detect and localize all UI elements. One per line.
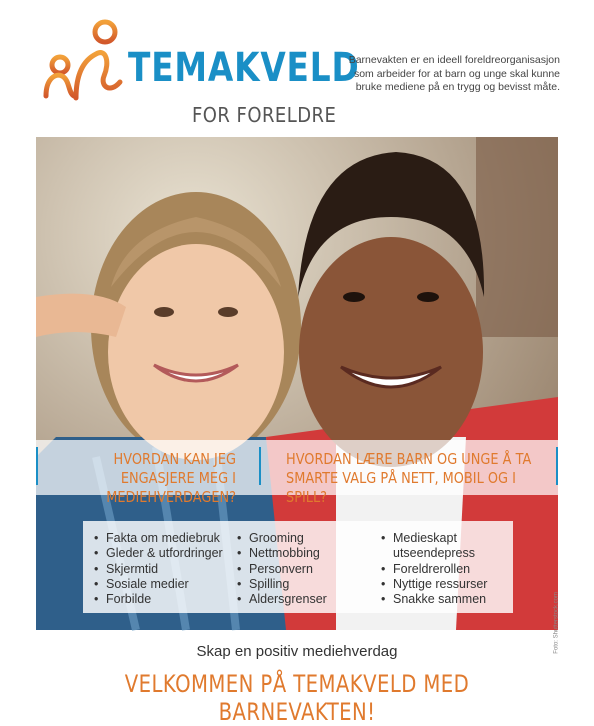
list-item: • Forbilde bbox=[94, 592, 223, 607]
list-item: • Snakke sammen bbox=[381, 592, 501, 607]
tagline: Skap en positiv mediehverdag bbox=[196, 643, 398, 660]
list-item: • Personvern bbox=[237, 562, 327, 577]
photo-credit: Foto: Shutterstock.com bbox=[554, 592, 560, 654]
brand-subtitle: FOR FORELDRE bbox=[192, 103, 337, 127]
topics-column-2 bbox=[237, 531, 327, 607]
accent-bar-left bbox=[36, 447, 38, 485]
accent-bar-middle bbox=[259, 447, 261, 485]
list-item: • Medieskapt utseendepress bbox=[381, 531, 501, 562]
welcome-heading: VELKOMMEN PÅ TEMAKVELD MED BARNEVAKTEN! bbox=[124, 670, 470, 726]
list-item: • Gleder & utfordringer bbox=[94, 546, 223, 561]
brand-title: TEMAKVELD bbox=[128, 45, 360, 91]
topics-column-3 bbox=[381, 531, 501, 607]
list-item: • Aldersgrenser bbox=[237, 592, 327, 607]
question-right: HVORDAN LÆRE BARN OG UNGE Å TA SMARTE VALG PÅ NETT, MOBIL OG I SPILL? bbox=[286, 450, 532, 506]
question-left: HVORDAN KAN JEG ENGASJERE MEG I MEDIEHVERDAGEN? bbox=[106, 450, 236, 506]
topics-column-1 bbox=[94, 531, 223, 607]
list-item: • Skjermtid bbox=[94, 562, 223, 577]
list-item: • Spilling bbox=[237, 577, 327, 592]
family-logo-icon bbox=[40, 18, 130, 108]
list-item: • Nettmobbing bbox=[237, 546, 327, 561]
list-item: • Fakta om mediebruk bbox=[94, 531, 223, 546]
list-item: • Foreldrerollen bbox=[381, 562, 501, 577]
about-text: Barnevakten er en ideell foreldreorganisasjon som arbeider for at barn og unge skal kunne bruke mediene på en trygg og bevisst måte. bbox=[348, 54, 560, 93]
list-item: • Sosiale medier bbox=[94, 577, 223, 592]
list-item: • Grooming bbox=[237, 531, 327, 546]
accent-bar-right bbox=[556, 447, 558, 485]
logo bbox=[40, 18, 130, 113]
list-item: • Nyttige ressurser bbox=[381, 577, 501, 592]
